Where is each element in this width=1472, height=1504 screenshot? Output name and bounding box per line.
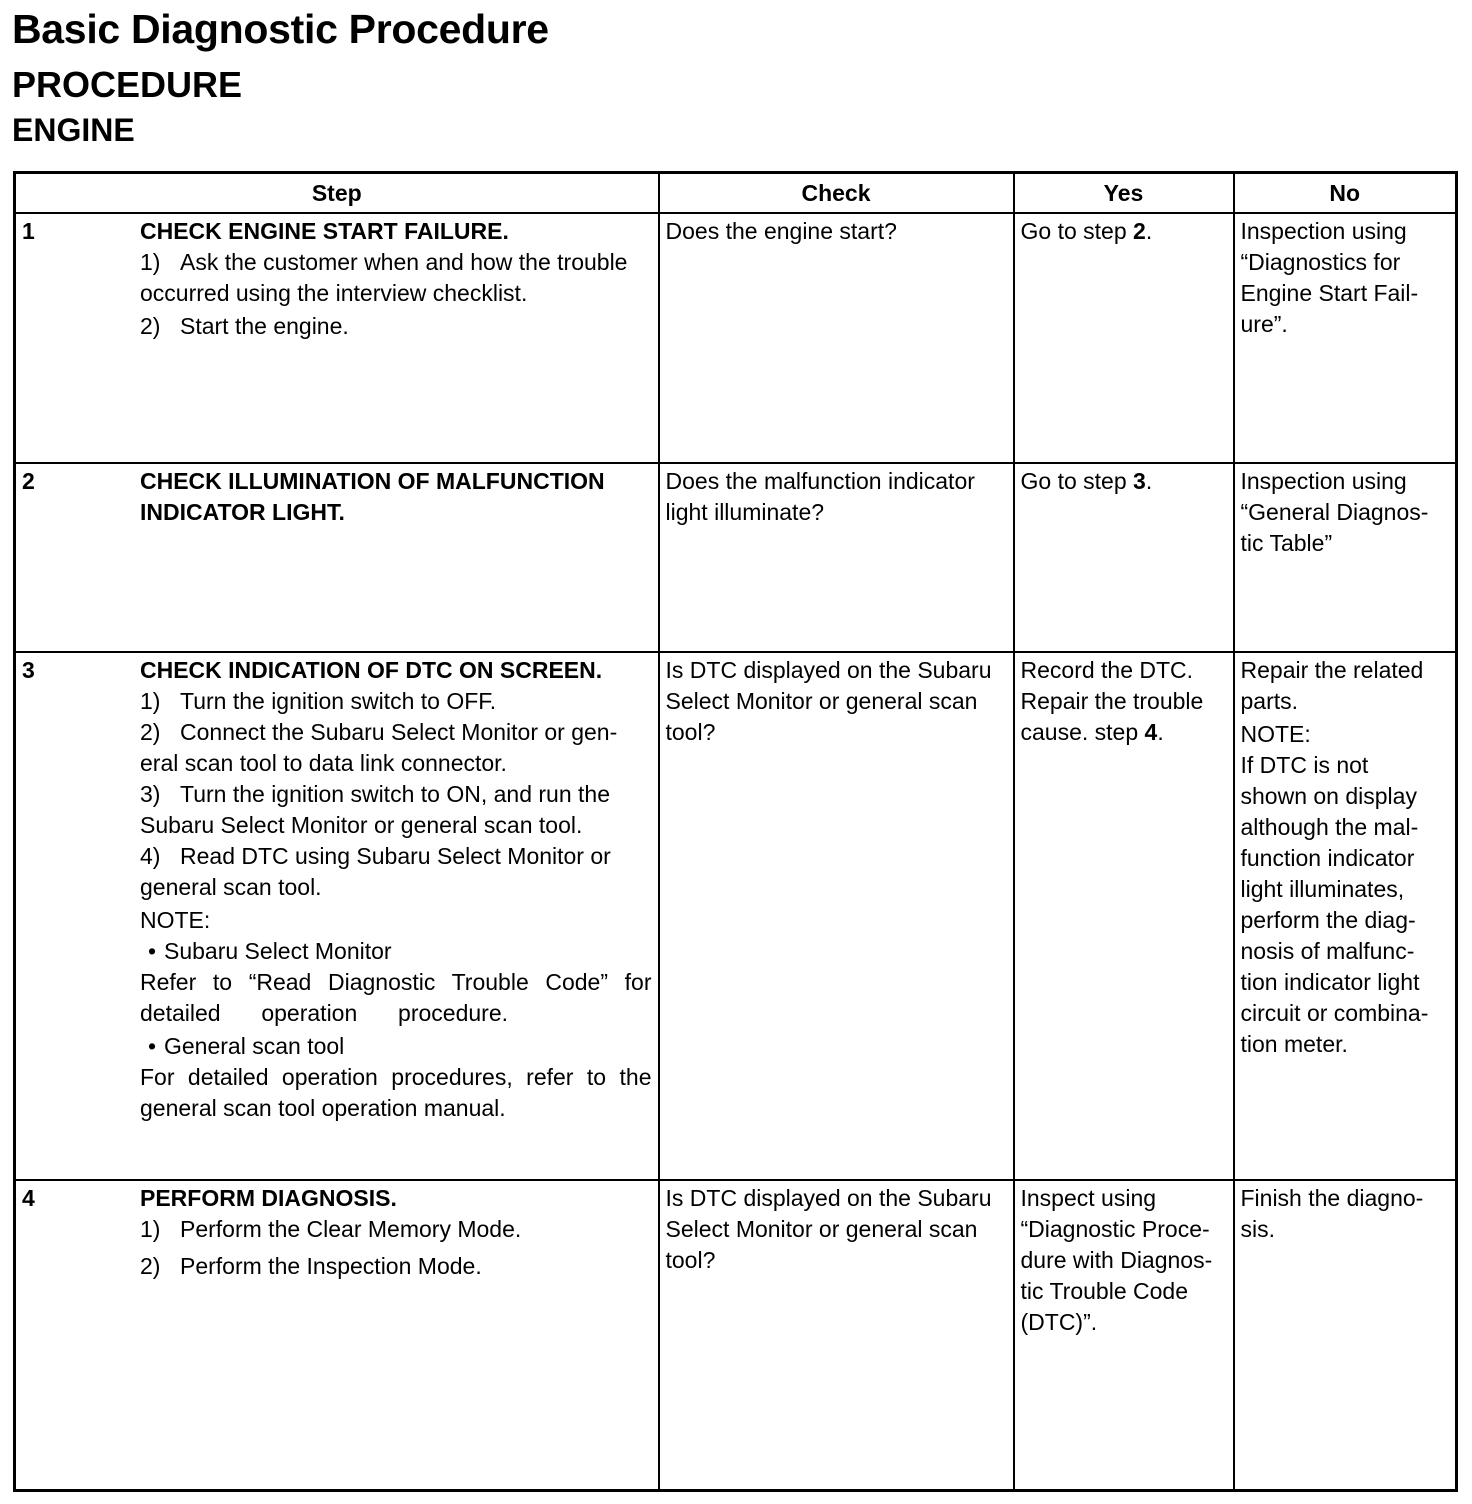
step-number: 2 bbox=[22, 468, 35, 494]
step-instruction-text: Turn the ignition switch to ON, and run the bbox=[180, 781, 610, 807]
no-line: light illuminates, bbox=[1240, 876, 1405, 902]
step-instruction bbox=[140, 717, 652, 748]
no-cell bbox=[1234, 652, 1457, 1180]
no-line: circuit or combina- bbox=[1240, 1000, 1429, 1026]
check-line: Is DTC displayed on the Subaru bbox=[665, 1185, 992, 1211]
no-line: perform the diag- bbox=[1240, 907, 1416, 933]
column-header-no: No bbox=[1234, 173, 1457, 214]
no-line: tion indicator light bbox=[1240, 969, 1420, 995]
step-instruction bbox=[140, 841, 652, 872]
step-number: 4 bbox=[22, 1185, 35, 1211]
column-header-check: Check bbox=[659, 173, 1014, 214]
no-line: Finish the diagno- bbox=[1240, 1185, 1424, 1211]
check-cell bbox=[659, 1180, 1014, 1490]
no-line: tion meter. bbox=[1240, 1031, 1348, 1057]
yes-step-ref: 3 bbox=[1133, 468, 1146, 494]
step-instruction bbox=[140, 686, 652, 717]
no-line: function indicator bbox=[1240, 845, 1415, 871]
note-text: Refer to “Read Diagnostic Trouble Code” for bbox=[140, 969, 652, 995]
column-header-yes: Yes bbox=[1014, 173, 1234, 214]
step-title: CHECK INDICATION OF DTC ON SCREEN. bbox=[140, 657, 603, 683]
note-text: general scan tool operation manual. bbox=[140, 1095, 506, 1121]
yes-prefix: Go to step bbox=[1020, 218, 1134, 244]
step-instruction-continued: Subaru Select Monitor or general scan tool. bbox=[140, 812, 583, 838]
no-line: shown on display bbox=[1240, 783, 1417, 809]
check-line: Is DTC displayed on the Subaru bbox=[665, 657, 992, 683]
step-instruction-number: 4) bbox=[140, 843, 161, 869]
step-instruction-text: Ask the customer when and how the trouble bbox=[180, 249, 628, 275]
no-line: “General Diagnos- bbox=[1240, 499, 1429, 525]
no-line: “Diagnostics for bbox=[1240, 249, 1401, 275]
yes-cell bbox=[1014, 1180, 1234, 1490]
check-line: light illuminate? bbox=[665, 499, 825, 525]
step-title: CHECK ENGINE START FAILURE. bbox=[140, 218, 509, 244]
note-text: detailed operation procedure. bbox=[140, 1000, 508, 1026]
check-text: Does the engine start? bbox=[665, 218, 897, 244]
no-cell bbox=[1234, 463, 1457, 652]
step-instruction bbox=[140, 311, 652, 342]
step-number: 1 bbox=[22, 218, 35, 244]
yes-line: “Diagnostic Proce- bbox=[1020, 1216, 1210, 1242]
table-header-row bbox=[15, 173, 1457, 214]
check-line: tool? bbox=[665, 719, 716, 745]
no-line: Repair the related bbox=[1240, 657, 1424, 683]
step-instruction-number: 2) bbox=[140, 1253, 161, 1279]
no-cell bbox=[1234, 213, 1457, 463]
no-line: ure”. bbox=[1240, 311, 1288, 337]
check-line: Does the malfunction indicator bbox=[665, 468, 975, 494]
step-cell bbox=[15, 213, 659, 463]
yes-cell bbox=[1014, 652, 1234, 1180]
yes-step-ref: 2 bbox=[1133, 218, 1146, 244]
table-row bbox=[15, 652, 1457, 1180]
no-cell bbox=[1234, 1180, 1457, 1490]
step-instruction-number: 2) bbox=[140, 719, 161, 745]
step-instruction-continued: occurred using the interview checklist. bbox=[140, 280, 528, 306]
page-subtitle: PROCEDURE bbox=[12, 64, 243, 105]
yes-text bbox=[1021, 214, 1227, 247]
step-instruction-text: Read DTC using Subaru Select Monitor or bbox=[180, 843, 611, 869]
table-row bbox=[15, 213, 1457, 463]
step-instruction-text: Perform the Clear Memory Mode. bbox=[180, 1216, 522, 1242]
step-instruction bbox=[140, 779, 652, 810]
no-line: parts. bbox=[1240, 688, 1299, 714]
yes-cell bbox=[1014, 463, 1234, 652]
no-line: Inspection using bbox=[1240, 468, 1407, 494]
no-line: nosis of malfunc- bbox=[1240, 938, 1415, 964]
step-instruction-continued: general scan tool. bbox=[140, 874, 322, 900]
no-line: Engine Start Fail- bbox=[1240, 280, 1419, 306]
step-instruction-text: Start the engine. bbox=[180, 313, 349, 339]
note-text: For detailed operation procedures, refer to the bbox=[140, 1064, 652, 1090]
step-cell bbox=[15, 463, 659, 652]
yes-step-ref: 4 bbox=[1144, 719, 1158, 745]
step-title: INDICATOR LIGHT. bbox=[140, 499, 345, 525]
note-bullet bbox=[140, 1031, 652, 1062]
yes-line: dure with Diagnos- bbox=[1020, 1247, 1213, 1273]
column-header-step: Step bbox=[15, 173, 659, 214]
no-line: although the mal- bbox=[1240, 814, 1419, 840]
yes-line bbox=[1021, 717, 1227, 748]
yes-prefix: Go to step bbox=[1020, 468, 1134, 494]
step-instruction-number: 1) bbox=[140, 249, 161, 275]
yes-line: (DTC)”. bbox=[1020, 1309, 1098, 1335]
no-line: tic Table” bbox=[1240, 530, 1333, 556]
no-line: sis. bbox=[1240, 1216, 1275, 1242]
step-instruction-continued: eral scan tool to data link connector. bbox=[140, 750, 507, 776]
procedure-table bbox=[13, 171, 1458, 1492]
yes-line: tic Trouble Code bbox=[1020, 1278, 1188, 1304]
bullet-mark: • bbox=[147, 938, 157, 964]
step-instruction-number: 1) bbox=[140, 688, 161, 714]
note-label: NOTE: bbox=[140, 907, 211, 933]
yes-suffix: . bbox=[1157, 719, 1164, 745]
step-cell bbox=[15, 1180, 659, 1490]
bullet-text: Subaru Select Monitor bbox=[164, 938, 392, 964]
step-instruction-text: Connect the Subaru Select Monitor or gen- bbox=[180, 719, 618, 745]
yes-cell bbox=[1014, 213, 1234, 463]
step-cell bbox=[15, 652, 659, 1180]
yes-suffix: . bbox=[1145, 218, 1153, 244]
step-instruction-number: 1) bbox=[140, 1216, 161, 1242]
check-cell bbox=[659, 652, 1014, 1180]
step-number: 3 bbox=[22, 657, 35, 683]
check-line: Select Monitor or general scan bbox=[665, 1216, 978, 1242]
page-title: Basic Diagnostic Procedure bbox=[12, 6, 549, 52]
note-bullet bbox=[140, 936, 652, 967]
check-cell bbox=[659, 213, 1014, 463]
step-instruction-number: 3) bbox=[140, 781, 161, 807]
step-instruction bbox=[140, 1214, 652, 1245]
step-instruction bbox=[140, 247, 652, 278]
table-row bbox=[15, 1180, 1457, 1490]
step-title: PERFORM DIAGNOSIS. bbox=[140, 1185, 397, 1211]
yes-line: Record the DTC. bbox=[1020, 657, 1194, 683]
step-instruction-text: Perform the Inspection Mode. bbox=[180, 1253, 482, 1279]
yes-prefix: cause. step bbox=[1020, 719, 1145, 745]
no-line: Inspection using bbox=[1240, 218, 1407, 244]
yes-line: Inspect using bbox=[1020, 1185, 1157, 1211]
step-title: CHECK ILLUMINATION OF MALFUNCTION bbox=[140, 468, 605, 494]
check-line: Select Monitor or general scan bbox=[665, 688, 978, 714]
bullet-text: General scan tool bbox=[164, 1033, 345, 1059]
yes-line: Repair the trouble bbox=[1020, 688, 1204, 714]
check-cell bbox=[659, 463, 1014, 652]
check-line: tool? bbox=[665, 1247, 716, 1273]
section-heading: ENGINE bbox=[12, 112, 135, 148]
step-instruction-number: 2) bbox=[140, 313, 161, 339]
bullet-mark: • bbox=[147, 1033, 157, 1059]
no-note-label: NOTE: bbox=[1240, 721, 1311, 747]
no-line: If DTC is not bbox=[1240, 752, 1369, 778]
yes-suffix: . bbox=[1145, 468, 1153, 494]
yes-text bbox=[1021, 464, 1227, 497]
step-instruction bbox=[140, 1251, 652, 1282]
table-row bbox=[15, 463, 1457, 652]
step-instruction-text: Turn the ignition switch to OFF. bbox=[180, 688, 497, 714]
